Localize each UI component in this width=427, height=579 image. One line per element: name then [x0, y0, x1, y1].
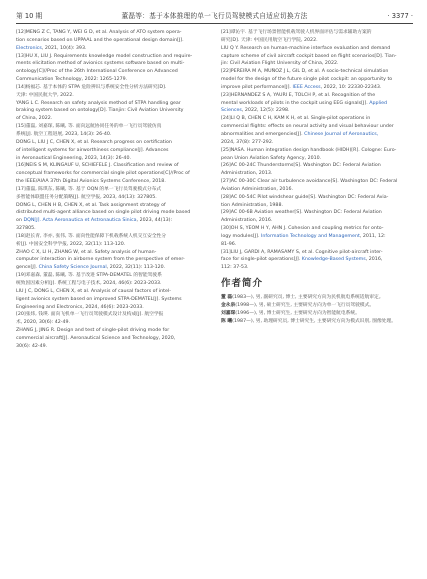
- reference-line: 研究[D]. 天津: 中国民用航空飞行学院, 2022.: [221, 37, 318, 43]
- reference-entry: [221, 115, 413, 146]
- reference-line: pean Union Aviation Safety Agency, 2010.: [221, 155, 322, 161]
- reference-line: 30(6): 42-49.: [16, 343, 48, 349]
- author-name: 刘嘉琛: [221, 310, 236, 316]
- reference-line: 析[J]. 中国安全科学学报, 2022, 32(11): 113-120.: [16, 241, 126, 247]
- reference-entry: [16, 186, 212, 233]
- reference-entry: [16, 29, 212, 53]
- reference-line: model for the design of the future single pilot cockpit: an opportunity to: [221, 77, 393, 83]
- reference-line: logy modules[J]. Information Technology and Management, 2011, 12:: [221, 233, 386, 239]
- author-bio: [221, 302, 413, 310]
- reference-entry: [16, 272, 212, 311]
- reference-line: tion scenarios based on UPPAAL and the operational design domain[J].: [16, 37, 184, 43]
- reference-line: 112: 37-53.: [221, 265, 249, 271]
- reference-line: DONG L, CHEN H B, CHEN X, et al. Task assignment strategy of: [16, 202, 166, 208]
- reference-line: 天津: 中国民航大学, 2022.: [16, 92, 74, 98]
- reference-entry: [16, 100, 212, 124]
- reference-line: mental workloads of pilots in the cockpit using EEG signals[J]. Applied: [221, 100, 388, 106]
- reference-entry: [16, 249, 212, 273]
- reference-line: [31]LIU J, GARDI A, RAMASAMY S, et al. Cognitive pilot-aircraft inter-: [221, 249, 383, 255]
- reference-line: capture scheme of civil aircraft cockpit based on flight scenarios[D]. Tian-: [221, 53, 397, 59]
- page-number: · 3377 ·: [387, 12, 413, 20]
- author-bios: [221, 294, 413, 326]
- reference-line: the IEEE/AIAA 37th Digital Avionics Systems Conference, 2018.: [16, 179, 166, 185]
- reference-line: 术, 2020, 30(6): 42-49.: [16, 320, 71, 326]
- reference-link[interactable]: Applied: [369, 100, 388, 106]
- reference-link[interactable]: Knowledge-Based Systems: [301, 257, 366, 263]
- reference-line: YANG L C. Research on safety analysis method of STPA handling gear: [16, 100, 181, 106]
- reference-line: ments elicitation method of avionics systems software based on multi-: [16, 61, 185, 67]
- author-description: (1998—), 男, 硕士研究生, 主要研究方向为单一飞行员驾驶模式。: [235, 303, 375, 309]
- reference-line: improve pilot performance[J]. IEEE Access, 2022, 10: 22330-22343.: [221, 84, 382, 90]
- reference-line: Engineering and Electronics, 2024, 46(6): 2023-2033.: [16, 304, 144, 310]
- reference-line: [25]NASA. Human integration design handbook (HIDH)[R]. Cologne: Euro-: [221, 147, 397, 153]
- author-name: 金永泉: [221, 303, 236, 309]
- author-profiles-section: [221, 278, 413, 326]
- author-profiles-heading: 作者简介: [221, 278, 264, 290]
- author-description: (1996—), 男, 博士研究生, 主要研究方向为智能航电系统。: [235, 310, 360, 316]
- reference-entry: [221, 249, 413, 273]
- reference-entry: [221, 147, 413, 163]
- reference-line: distributed multi-agent alliance based on single pilot driving mode based: [16, 210, 191, 216]
- reference-entry: [16, 123, 212, 139]
- reference-line: Administration, 2016.: [221, 218, 273, 224]
- reference-entry: [16, 53, 212, 84]
- reference-entry: [221, 178, 413, 194]
- reference-link[interactable]: DQN[J]. Acta Aeronautica et Astronautica Sinica: [23, 218, 137, 224]
- reference-line: of China, 2022.: [16, 116, 53, 122]
- reference-link[interactable]: China Safety Science Journal: [38, 265, 107, 271]
- reference-line: [21]谭沁宇. 基于飞行场景智能机载驾驶人机界面评估与需求辅助方案的: [221, 30, 372, 35]
- reference-line: jin: Civil Aviation Flight University of China, 2022.: [221, 61, 339, 67]
- reference-line: 系统[J]. 航空工程进展, 2023, 14(3): 26-40.: [16, 131, 112, 137]
- reference-line: Sciences, 2022, 12(5): 2298.: [221, 108, 290, 114]
- left-column-references: [16, 29, 212, 351]
- reference-entry: [16, 84, 212, 100]
- reference-line: Administration, 2013.: [221, 171, 273, 177]
- reference-entry: [16, 162, 212, 186]
- reference-link[interactable]: IEEE Access: [292, 84, 321, 90]
- reference-line: conceptual frameworks for commercial single pilot operations[C]//Proc of: [16, 171, 190, 177]
- reference-link[interactable]: Information Technology and Management: [260, 233, 360, 239]
- reference-entry: [221, 225, 413, 249]
- running-title: 董磊等：基于本体推理的单一飞行员驾驶模式自适应切换方法: [121, 12, 308, 20]
- reference-line: [15]董磊, 刘嘉琛, 陈曦, 等. 面向远航协同任务的单一飞行员驾驶仿真: [16, 124, 162, 130]
- reference-line: DONG L, LIU J C, CHEN X, et al. Research progress on certification: [16, 139, 172, 145]
- reference-line: ontology[C]//Proc of the 26th International Conference on Advanced: [16, 69, 178, 75]
- author-name: 董 磊: [221, 295, 233, 301]
- reference-line: commercial flights: effects on neural activity and visual behaviour under: [221, 124, 394, 130]
- reference-line: face for single-pilot operations[J]. Knowledge-Based Systems, 2016,: [221, 257, 383, 263]
- reference-link[interactable]: Sciences: [221, 108, 242, 114]
- reference-entry: [221, 29, 413, 45]
- issue-number: 第 10 期: [16, 12, 43, 20]
- reference-line: tion Administration, 1988.: [221, 202, 283, 208]
- reference-line: abnormalities and emergencies[J]. Chinese Journal of Aeronautics,: [221, 131, 379, 137]
- reference-line: Electronics, 2021, 10(4): 393.: [16, 45, 87, 51]
- reference-line: Communication Technology, 2022: 1265-1279.: [16, 77, 128, 83]
- author-description: (1987—), 男, 助理研究员, 博士研究生, 主要研究方向为模式识别, 图像处理。: [232, 318, 397, 324]
- reference-line: 多智能体联盟任务分配策略[J]. 航空学报, 2023, 44(13): 327805.: [16, 194, 157, 200]
- reference-link[interactable]: Electronics: [16, 45, 42, 51]
- reference-line: of intelligent systems for airworthiness compliance[J]. Advances: [16, 147, 169, 153]
- reference-link[interactable]: Chinese Journal of Aeronautics,: [304, 131, 379, 137]
- reference-line: [28]AC 00-54C Pilot windshear guide[S]. Washington DC: Federal Avia-: [221, 194, 389, 200]
- author-bio: [221, 294, 413, 302]
- reference-line: [16]NEIS S M, KLINGAUF U, SCHIEFELE J. Classification and review of: [16, 163, 179, 169]
- right-column: [221, 29, 413, 326]
- reference-line: [19]邓嘉森, 董磊, 陈曦, 等. 基于改进 STPA-DEMATEL 的智能驾驶系: [16, 273, 162, 279]
- reference-entry: [221, 45, 413, 69]
- reference-entry: [16, 233, 212, 249]
- reference-line: [18]赵长青, 李亦, 张伟, 等. 面向性能保障下机载系统人机交互安全性分: [16, 233, 167, 239]
- reference-entry: [221, 92, 413, 116]
- reference-line: [24]LI Q B, CHEN C H, KAM K H, et al. Single-pilot operations in: [221, 116, 371, 122]
- reference-entry: [221, 68, 413, 92]
- reference-line: [12]MENG Z C, TANG Y, WEI G D, et al. Analysis of ATO system opera-: [16, 30, 182, 35]
- reference-entry: [221, 209, 413, 225]
- reference-line: 2024, 37(8): 277-292.: [221, 139, 274, 145]
- reference-line: [20]张炜, 钱瑛. 面向飞机单一飞行员驾驶模式设计及构成[J]. 航空学报: [16, 312, 164, 318]
- reference-line: braking system based on ontology[D]. Tianjin: Civil Aviation University: [16, 108, 184, 114]
- reference-line: in Aeronautical Engineering, 2023, 14(3): 26-40.: [16, 155, 131, 161]
- reference-line: [27]AC 00-30C Clear air turbulence avoidance[S]. Washington DC: Federal: [221, 179, 398, 185]
- reference-line: [23]HERNANDEZ S A, YAURI E, TOLCH P, et al. Recognition of the: [221, 92, 376, 98]
- reference-line: ZHAO C X, LI H, ZHANG W, et al. Safety analysis of human-: [16, 249, 157, 255]
- author-description: (1983—), 男, 副研究员, 博士, 主要研究方向为民机航电系统适航审定。: [232, 295, 384, 301]
- reference-entry: [221, 162, 413, 178]
- reference-line: gence[J]. China Safety Science Journal, 2022, 32(11): 113-120.: [16, 265, 166, 271]
- reference-line: [13]HU X, LIU J. Requirements knowledge model construction and require-: [16, 53, 193, 59]
- author-name: 陈 曦: [221, 318, 233, 324]
- right-column-references: [221, 29, 413, 272]
- reference-line: [26]AC 00-24C Thunderstorms[S]. Washington DC: Federal Aviation: [221, 163, 381, 169]
- reference-line: [30]OH S, YEOM H Y, AHN J. Cohesion and coupling metrics for onto-: [221, 226, 384, 232]
- reference-line: ligent avionics system based on improved STPA-DEMATEL[J]. Systems: [16, 296, 182, 302]
- author-bio: [221, 318, 413, 326]
- reference-entry: [221, 194, 413, 210]
- reference-line: 统致因因素分析[J]. 系统工程与电子技术, 2024, 46(6): 2023-2033.: [16, 281, 162, 286]
- reference-line: [22]PEREIRA M A, MUÑOZ J L, GIL D, et al. A socio-technical simulation: [221, 69, 389, 75]
- reference-line: LIU Q Y. Research on human-machine interface evaluation and demand: [221, 45, 391, 51]
- reference-line: commercial aircraft[J]. Aeronautical Science and Technology, 2020,: [16, 335, 176, 341]
- reference-line: [17]董磊, 陈琪东, 陈曦, 等. 基于 OQN 的单一飞行员驾驶模式分布式: [16, 186, 162, 192]
- reference-line: 81-96.: [221, 241, 237, 247]
- running-header: [16, 11, 413, 24]
- reference-line: on DQN[J]. Acta Aeronautica et Astronautica Sinica, 2023, 44(13):: [16, 218, 173, 224]
- reference-line: Aviation Administration, 2016.: [221, 186, 293, 192]
- reference-line: LIU J C, DONG L, CHEN X, et al. Analysis of causal factors of intel-: [16, 288, 171, 294]
- reference-line: computer interaction in airborne system from the perspective of emer-: [16, 257, 185, 263]
- reference-entry: [16, 327, 212, 351]
- reference-line: [29]AC 00-6B Aviation weather[S]. Washington DC: Federal Aviation: [221, 210, 382, 216]
- reference-entry: [16, 139, 212, 163]
- reference-line: 327805.: [16, 226, 36, 232]
- reference-line: [14]杨福芯. 基于本体的 STPA 危险辨识与系统安全性分析方法研究[D].: [16, 84, 167, 90]
- reference-entry: [16, 311, 212, 327]
- author-bio: [221, 310, 413, 318]
- reference-line: ZHANG J, JING R. Design and test of single-pilot driving mode for: [16, 328, 170, 334]
